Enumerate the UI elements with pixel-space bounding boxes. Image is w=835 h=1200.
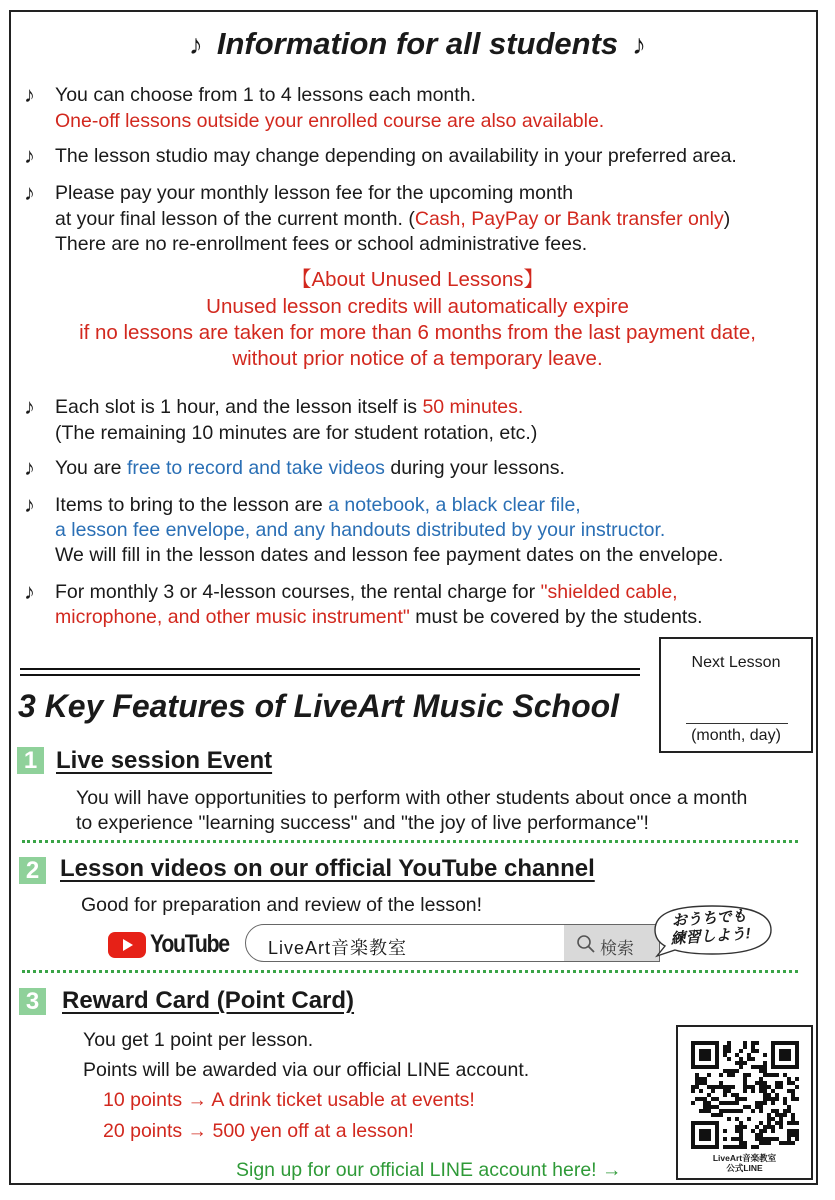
search-input[interactable]: LiveArt音楽教室 xyxy=(268,938,408,958)
dotted-divider xyxy=(22,840,798,843)
dotted-divider xyxy=(22,970,798,973)
info-text: One-off lessons outside your enrolled course are also available. xyxy=(55,110,605,132)
info-text: The lesson studio may change depending on availability in your preferred area. xyxy=(55,145,737,167)
lesson-duration: 50 minutes. xyxy=(422,396,524,418)
feature-number-badge: 2 xyxy=(19,857,46,884)
search-button-label: 検索 xyxy=(600,939,634,958)
music-note-icon: ♪ xyxy=(24,143,35,168)
music-note-icon: ♪ xyxy=(24,394,35,419)
info-text xyxy=(55,398,523,418)
info-text xyxy=(55,496,581,516)
music-note-icon: ♪ xyxy=(24,579,35,604)
feature-text: Good for preparation and review of the lesson! xyxy=(81,894,483,916)
music-note-icon: ♪ xyxy=(188,29,203,60)
divider xyxy=(20,668,640,670)
info-text xyxy=(55,459,565,479)
info-text xyxy=(55,210,730,230)
feature-number-badge: 3 xyxy=(19,988,46,1015)
search-button[interactable] xyxy=(564,925,659,961)
feature-text: Points will be awarded via our official LINE account. xyxy=(83,1059,530,1081)
feature-title: Live session Event xyxy=(56,747,273,774)
line-signup-link[interactable]: Sign up for our official LINE account here! → xyxy=(236,1159,622,1181)
divider xyxy=(20,674,640,676)
qr-caption-line: LiveArt音楽教室 xyxy=(712,1153,777,1163)
feature-text: You will have opportunities to perform with other students about once a month xyxy=(76,787,748,809)
unused-text: without prior notice of a temporary leave. xyxy=(232,347,603,370)
line-qr-code[interactable] xyxy=(676,1025,813,1180)
youtube-wordmark: YouTube xyxy=(150,930,229,958)
items-list: a notebook, a black clear file, xyxy=(328,494,581,516)
search-icon xyxy=(576,934,596,954)
bubble-line: おうちでも xyxy=(671,907,748,930)
youtube-play-icon xyxy=(108,932,146,958)
next-lesson-hint: (month, day) xyxy=(691,727,781,744)
date-line xyxy=(686,723,788,724)
qr-caption xyxy=(678,1153,811,1173)
feature-text: to experience "learning success" and "the joy of live performance"! xyxy=(76,812,649,834)
reward-item: 20 points → 500 yen off at a lesson! xyxy=(103,1120,414,1142)
music-note-icon: ♪ xyxy=(632,29,647,60)
info-text-part: For monthly 3 or 4-lesson courses, the rental charge for xyxy=(55,581,541,603)
feature-title: Lesson videos on our official YouTube channel xyxy=(60,855,595,882)
feature-text: You get 1 point per lesson. xyxy=(83,1029,314,1051)
info-text xyxy=(55,583,678,603)
info-text: We will fill in the lesson dates and lesson fee payment dates on the envelope. xyxy=(55,544,724,566)
music-note-icon: ♪ xyxy=(24,180,35,205)
reward-item: 10 points → A drink ticket usable at events! xyxy=(103,1089,475,1111)
music-note-icon: ♪ xyxy=(24,455,35,480)
next-lesson-box xyxy=(659,637,813,753)
info-text: There are no re-enrollment fees or school administrative fees. xyxy=(55,233,588,255)
music-note-icon: ♪ xyxy=(24,82,35,107)
info-text-part: You are xyxy=(55,457,127,479)
info-text: Please pay your monthly lesson fee for the upcoming month xyxy=(55,182,574,204)
feature-title: Reward Card (Point Card) xyxy=(62,987,355,1014)
unused-text: if no lessons are taken for more than 6 months from the last payment date, xyxy=(79,321,756,344)
page-title xyxy=(0,26,835,62)
feature-number-badge: 1 xyxy=(17,747,44,774)
info-text: You can choose from 1 to 4 lessons each month. xyxy=(55,84,476,106)
payment-methods: Cash, PayPay or Bank transfer only xyxy=(414,208,724,230)
youtube-search-bar[interactable] xyxy=(245,924,660,962)
items-list: a lesson fee envelope, and any handouts distributed by your instructor. xyxy=(55,519,666,541)
next-lesson-label: Next Lesson xyxy=(691,654,781,671)
rental-items: microphone, and other music instrument" xyxy=(55,606,410,628)
info-text: (The remaining 10 minutes are for student rotation, etc.) xyxy=(55,422,538,444)
unused-text: Unused lesson credits will automatically expire xyxy=(206,295,629,318)
info-text xyxy=(55,608,703,628)
rental-items: "shielded cable, xyxy=(540,581,678,603)
info-text-part: must be covered by the students. xyxy=(409,606,703,628)
record-permission: free to record and take videos xyxy=(126,457,385,479)
info-text-part: Items to bring to the lesson are xyxy=(55,494,329,516)
music-note-icon: ♪ xyxy=(24,492,35,517)
features-title: 3 Key Features of LiveArt Music School xyxy=(18,688,620,724)
unused-heading: 【About Unused Lessons】 xyxy=(291,268,544,291)
info-text-part: during your lessons. xyxy=(384,457,565,479)
bubble-text xyxy=(654,906,766,950)
info-text-part: at your final lesson of the current month. ( xyxy=(55,208,415,230)
qr-code-icon xyxy=(691,1041,799,1149)
bubble-line: 練習しよう! xyxy=(670,925,752,948)
title-text: Information for all students xyxy=(216,26,619,61)
info-text-part: ) xyxy=(723,208,731,230)
qr-caption-line: 公式LINE xyxy=(726,1163,763,1173)
info-text-part: Each slot is 1 hour, and the lesson itself is xyxy=(55,396,423,418)
